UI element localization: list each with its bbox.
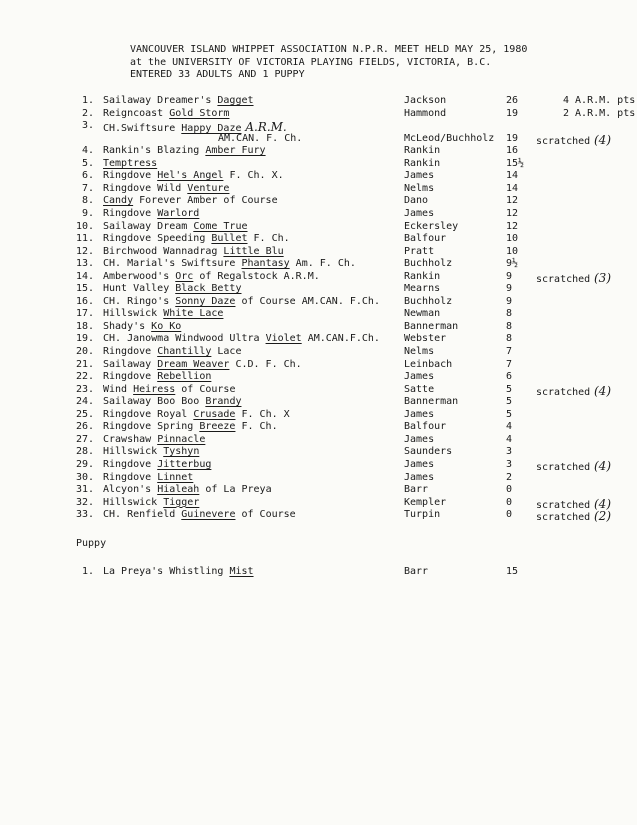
entry-number: 20. <box>75 346 94 357</box>
dog-name <box>103 472 193 483</box>
entry-number: 29. <box>75 458 94 470</box>
dog-name-suffix: C.D. F. Ch. <box>229 358 302 370</box>
dog-name-suffix: Am. F. Ch. <box>289 258 356 270</box>
dog-name <box>103 321 181 332</box>
points-note <box>563 95 635 106</box>
dog-call-name: Hialeah <box>157 484 200 496</box>
entry-number: 24. <box>75 396 94 408</box>
score: 19 <box>506 107 519 119</box>
entry-number: 19. <box>75 333 94 345</box>
dog-call-name: Brandy <box>205 396 242 408</box>
score: 8 <box>506 308 513 320</box>
note-text: scratched <box>536 461 591 473</box>
dog-name <box>103 371 211 382</box>
dog-name-prefix: Hillswick <box>103 446 164 458</box>
dog-name-suffix: of Course AM.CAN. F.Ch. <box>235 295 380 307</box>
handwritten-annotation: A.R.M. <box>241 120 287 135</box>
score: 9½ <box>506 258 519 270</box>
owner-name: Balfour <box>404 233 447 245</box>
circled-number: (4) <box>590 132 611 147</box>
note-text: scratched <box>536 386 591 398</box>
dog-call-name: Come True <box>193 220 248 232</box>
dog-name-prefix: Sailaway <box>103 358 158 370</box>
dog-call-name: Phantasy <box>241 258 290 270</box>
owner-name: Jackson <box>404 95 447 106</box>
owner-name: Kempler <box>404 496 447 508</box>
dog-name <box>103 308 223 319</box>
owner-name: Barr <box>404 566 429 577</box>
score: 4 <box>506 421 513 433</box>
dog-name-suffix: of Course <box>175 383 236 395</box>
entry-number: 26. <box>75 421 94 433</box>
dog-name <box>103 158 157 169</box>
dog-name-prefix: Ringdove Royal <box>103 408 194 420</box>
dog-call-name: White Lace <box>163 308 224 320</box>
entry-number: 10. <box>75 220 94 232</box>
entry-number: 31. <box>75 484 94 496</box>
entry-number: 13. <box>75 258 94 270</box>
dog-name-prefix: Reigncoast <box>103 107 170 119</box>
dog-name-prefix: Ringdove Speeding <box>103 233 212 245</box>
dog-call-name: Gold Storm <box>169 107 230 119</box>
circled-number: (4) <box>590 458 611 473</box>
dog-name <box>218 133 302 144</box>
entry-number: 2. <box>81 107 94 119</box>
owner-name: Rankin <box>404 145 441 157</box>
header-line-1: VANCOUVER ISLAND WHIPPET ASSOCIATION N.P.R. MEET HELD MAY 25, 1980 <box>130 44 528 55</box>
entry-number: 7. <box>81 182 94 194</box>
dog-name-prefix: Ringdove <box>103 170 158 182</box>
dog-call-name: Dagget <box>217 95 254 106</box>
entry-number: 27. <box>75 433 94 445</box>
dog-call-name: Dream Weaver <box>157 358 230 370</box>
dog-name-suffix: F. Ch. X <box>235 408 290 420</box>
dog-call-name: Guinevere <box>181 509 236 521</box>
owner-name: Mearns <box>404 283 441 295</box>
entry-number: 23. <box>75 383 94 395</box>
note-text: 2 A.R.M. pts <box>563 107 636 119</box>
dog-name <box>103 384 235 395</box>
score: 26 <box>506 95 519 106</box>
dog-name <box>103 396 241 407</box>
dog-name-prefix: Birchwood Wannadrag <box>103 245 224 257</box>
entry-number: 25. <box>75 408 94 420</box>
puppy-heading: Puppy <box>76 538 107 549</box>
entry-number: 12. <box>75 245 94 257</box>
dog-name <box>103 333 380 344</box>
score: 4 <box>506 433 513 445</box>
owner-name: Newman <box>404 308 441 320</box>
dog-name <box>103 497 199 508</box>
dog-call-name: Breeze <box>199 421 236 433</box>
owner-name: James <box>404 433 435 445</box>
score: 9 <box>506 270 513 282</box>
score: 8 <box>506 333 513 345</box>
dog-name <box>103 446 199 457</box>
owner-name: McLeod/Buchholz <box>404 132 495 144</box>
scratched-note <box>536 271 611 285</box>
dog-name-prefix: CH.Swiftsure <box>103 123 182 135</box>
score: 5 <box>506 383 513 395</box>
score: 0 <box>506 496 513 508</box>
entry-number: 6. <box>81 170 94 182</box>
header-line-3: ENTERED 33 ADULTS AND 1 PUPPY <box>130 69 305 80</box>
dog-call-name: Amber Fury <box>205 145 266 157</box>
dog-name <box>103 359 302 370</box>
score: 19 <box>506 132 519 144</box>
entry-number: 17. <box>75 308 94 320</box>
score: 15 <box>506 566 519 577</box>
dog-name-prefix: La Preya's Whistling <box>103 566 230 577</box>
dog-name <box>103 208 199 219</box>
score: 6 <box>506 371 513 383</box>
entry-number: 4. <box>81 145 94 157</box>
dog-name-prefix: Alcyon's <box>103 484 158 496</box>
owner-name: Saunders <box>404 446 453 458</box>
dog-call-name: Venture <box>187 182 230 194</box>
dog-call-name: Ko Ko <box>151 320 182 332</box>
points-note <box>563 108 635 119</box>
entry-number: 5. <box>81 157 94 169</box>
dog-call-name: Rebellion <box>157 371 212 383</box>
dog-name-prefix: Sailaway Boo Boo <box>103 396 206 408</box>
entry-number: 21. <box>75 358 94 370</box>
dog-name-prefix: Hillswick <box>103 308 164 320</box>
dog-name-prefix: CH. Marial's Swiftsure <box>103 258 242 270</box>
score: 0 <box>506 484 513 496</box>
dog-name <box>103 409 290 420</box>
dog-call-name: Warlord <box>157 207 200 219</box>
note-text: scratched <box>536 499 591 511</box>
owner-name: Dano <box>404 195 429 207</box>
owner-name: James <box>404 458 435 470</box>
dog-name-suffix: Forever Amber of Course <box>133 195 278 207</box>
entry-number: 33. <box>75 509 94 521</box>
dog-call-name: Crusade <box>193 408 236 420</box>
dog-call-name: Tyshyn <box>163 446 200 458</box>
score: 12 <box>506 195 519 207</box>
dog-name <box>103 421 278 432</box>
entry-number: 32. <box>75 496 94 508</box>
owner-name: James <box>404 207 435 219</box>
dog-name-prefix: Ringdove <box>103 207 158 219</box>
score: 14 <box>506 182 519 194</box>
note-text: scratched <box>536 273 591 285</box>
score: 5 <box>506 408 513 420</box>
entry-number: 11. <box>75 233 94 245</box>
entry-number: 16. <box>75 295 94 307</box>
dog-call-name: Heiress <box>133 383 176 395</box>
header-line-2: at the UNIVERSITY OF VICTORIA PLAYING FIELDS, VICTORIA, B.C. <box>130 57 492 68</box>
dog-name-prefix: CH. Janowma Windwood Ultra <box>103 333 266 345</box>
dog-name <box>103 195 278 206</box>
dog-call-name: Tigger <box>163 496 200 508</box>
dog-name-suffix: AM.CAN.F.Ch. <box>301 333 380 345</box>
dog-name <box>103 283 241 294</box>
score: 10 <box>506 245 519 257</box>
entry-number: 30. <box>75 471 94 483</box>
dog-name-prefix: AM.CAN. F. Ch. <box>218 132 303 144</box>
score: 9 <box>506 295 513 307</box>
dog-name-prefix: Hillswick <box>103 496 164 508</box>
dog-name-suffix: F. Ch. <box>235 421 278 433</box>
owner-name: Nelms <box>404 182 435 194</box>
dog-call-name: Hel's Angel <box>157 170 224 182</box>
entry-number: 9. <box>81 207 94 219</box>
dog-call-name: Bullet <box>211 233 248 245</box>
dog-name-prefix: Ringdove <box>103 458 158 470</box>
scratched-note <box>536 509 611 523</box>
scratched-note <box>536 459 611 473</box>
owner-name: Rankin <box>404 157 441 169</box>
circled-number: (2) <box>590 509 611 524</box>
owner-name: Webster <box>404 333 447 345</box>
dog-name-suffix: F. Ch. X. <box>223 170 284 182</box>
dog-name <box>103 484 272 495</box>
dog-call-name: Violet <box>265 333 302 345</box>
owner-name: James <box>404 408 435 420</box>
owner-name: Turpin <box>404 509 441 521</box>
owner-name: Leinbach <box>404 358 453 370</box>
dog-name <box>103 258 356 269</box>
score: 12 <box>506 220 519 232</box>
dog-name-prefix: Crawshaw <box>103 433 158 445</box>
dog-name <box>103 566 254 577</box>
note-text: 4 A.R.M. pts <box>563 95 636 106</box>
score: 5 <box>506 396 513 408</box>
scratched-note <box>536 133 611 147</box>
dog-call-name: Happy Daze <box>181 123 242 135</box>
dog-call-name: Jitterbug <box>157 458 212 470</box>
dog-call-name: Black Betty <box>175 283 242 295</box>
dog-call-name: Orc <box>175 270 194 282</box>
entry-number: 22. <box>75 371 94 383</box>
dog-name-suffix: Lace <box>211 346 242 357</box>
dog-name-prefix: Amberwood's <box>103 270 176 282</box>
dog-call-name: Pinnacle <box>157 433 206 445</box>
scratched-note <box>536 384 611 398</box>
dog-name-prefix: Wind <box>103 383 134 395</box>
dog-name-prefix: CH. Renfield <box>103 509 182 521</box>
entry-number: 3. <box>81 120 94 132</box>
owner-name: James <box>404 371 435 383</box>
dog-call-name: Mist <box>229 566 254 577</box>
circled-number: (3) <box>590 270 611 285</box>
dog-call-name: Candy <box>103 195 134 207</box>
dog-name <box>103 459 211 470</box>
dog-name-suffix: F. Ch. <box>247 233 290 245</box>
owner-name: Balfour <box>404 421 447 433</box>
note-text: scratched <box>536 135 591 147</box>
score: 3 <box>506 458 513 470</box>
dog-name-prefix: Ringdove <box>103 371 158 383</box>
entry-number: 1. <box>81 566 94 577</box>
dog-name <box>103 246 284 257</box>
owner-name: Satte <box>404 383 435 395</box>
score: 0 <box>506 509 513 521</box>
dog-call-name: Chantilly <box>157 346 212 357</box>
owner-name: Hammond <box>404 107 447 119</box>
owner-name: James <box>404 170 435 182</box>
score: 7 <box>506 358 513 370</box>
score: 12 <box>506 207 519 219</box>
owner-name: Eckersley <box>404 220 459 232</box>
dog-name <box>103 509 296 520</box>
dog-call-name: Sonny Daze <box>175 295 236 307</box>
dog-name-suffix: of La Preya <box>199 484 272 496</box>
owner-name: Bannerman <box>404 320 459 332</box>
entry-number: 15. <box>75 283 94 295</box>
score: 2 <box>506 471 513 483</box>
score: 16 <box>506 145 519 157</box>
score: 8 <box>506 320 513 332</box>
dog-name-prefix: Hunt Valley <box>103 283 176 295</box>
dog-name <box>103 95 254 106</box>
dog-name-prefix: CH. Ringo's <box>103 295 176 307</box>
dog-name-prefix: Shady's <box>103 320 152 332</box>
dog-name <box>103 434 205 445</box>
owner-name: Nelms <box>404 346 435 357</box>
owner-name: Barr <box>404 484 429 496</box>
dog-name <box>103 108 229 119</box>
entry-number: 8. <box>81 195 94 207</box>
dog-name <box>103 271 320 282</box>
dog-call-name: Linnet <box>157 471 194 483</box>
dog-name-suffix: of Regalstock A.R.M. <box>193 270 320 282</box>
entry-number: 1. <box>81 95 94 106</box>
dog-name-prefix: Ringdove <box>103 471 158 483</box>
dog-name-prefix: Ringdove Spring <box>103 421 200 433</box>
owner-name: Bannerman <box>404 396 459 408</box>
circled-number: (4) <box>590 496 611 511</box>
score: 15½ <box>506 157 525 169</box>
dog-call-name: Little Blu <box>223 245 284 257</box>
dog-name <box>103 170 284 181</box>
dog-name <box>103 145 266 156</box>
note-text: scratched <box>536 512 591 524</box>
dog-name-prefix: Sailaway Dream <box>103 220 194 232</box>
dog-name <box>103 346 241 357</box>
score: 10 <box>506 233 519 245</box>
dog-name <box>103 221 248 232</box>
dog-name-prefix: Ringdove <box>103 346 158 357</box>
dog-name <box>103 183 229 194</box>
dog-name-prefix: Rankin's Blazing <box>103 145 206 157</box>
owner-name: Rankin <box>404 270 441 282</box>
entry-number: 28. <box>75 446 94 458</box>
score: 7 <box>506 346 513 357</box>
dog-name <box>103 296 380 307</box>
dog-call-name: Temptress <box>103 157 158 169</box>
dog-name-suffix: of Course <box>235 509 296 521</box>
dog-name <box>103 233 290 244</box>
owner-name: Pratt <box>404 245 435 257</box>
score: 14 <box>506 170 519 182</box>
owner-name: Buchholz <box>404 258 453 270</box>
circled-number: (4) <box>590 383 611 398</box>
entry-number: 14. <box>75 270 94 282</box>
dog-name-prefix: Sailaway Dreamer's <box>103 95 218 106</box>
score: 3 <box>506 446 513 458</box>
dog-name-prefix: Ringdove Wild <box>103 182 188 194</box>
owner-name: Buchholz <box>404 295 453 307</box>
score: 9 <box>506 283 513 295</box>
entry-number: 18. <box>75 320 94 332</box>
owner-name: James <box>404 471 435 483</box>
